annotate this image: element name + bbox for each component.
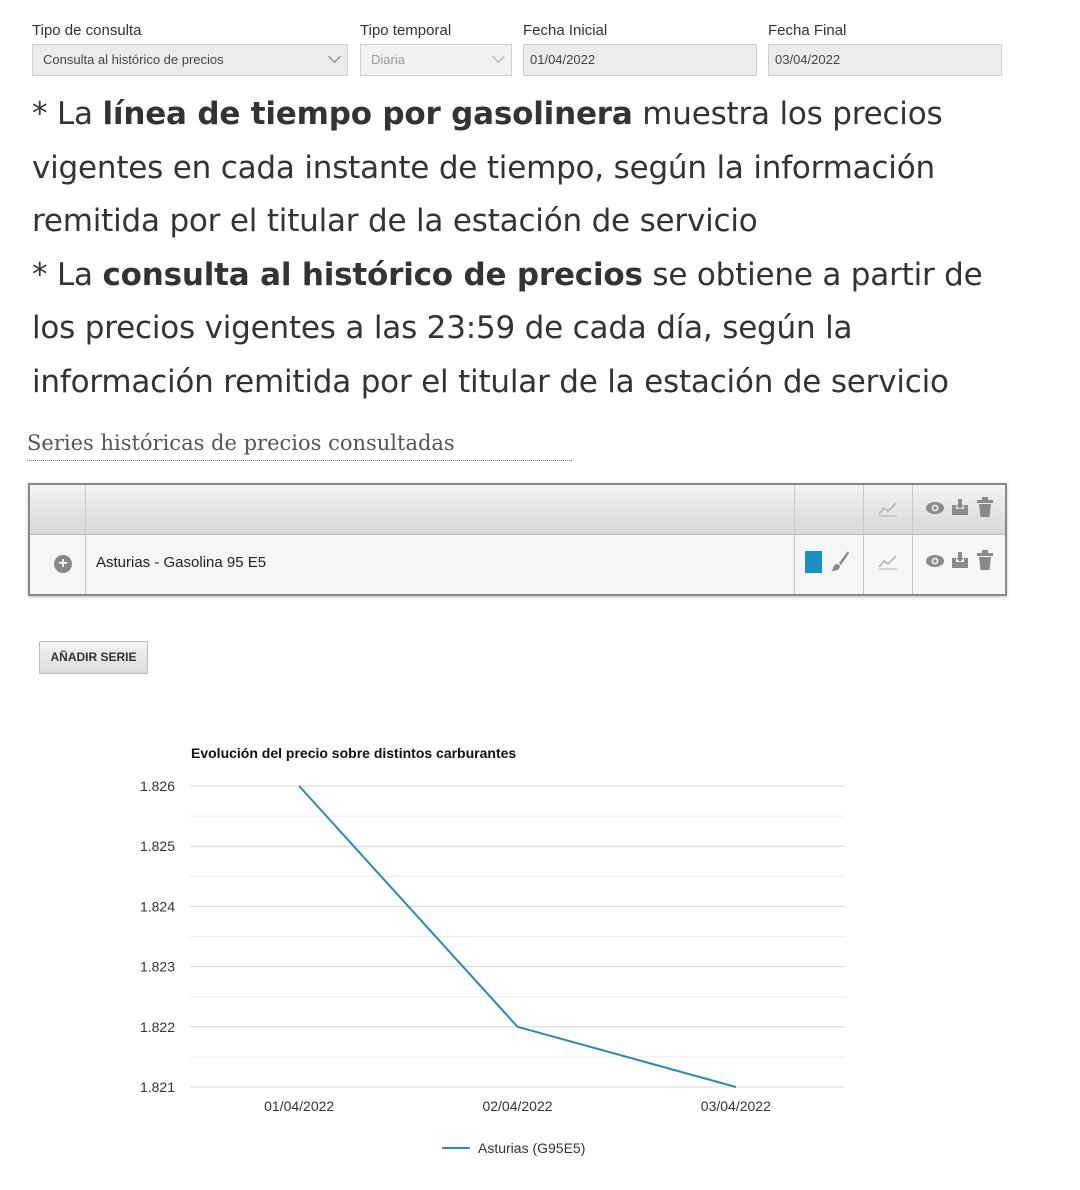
- info-1-bold: línea de tiempo por gasolinera: [102, 96, 633, 132]
- column-divider: [794, 485, 795, 594]
- info-paragraph-2: [32, 249, 1032, 410]
- x-tick-label: 03/04/2022: [700, 1098, 771, 1114]
- tipo-consulta-label: Tipo de consulta: [32, 22, 142, 39]
- column-divider: [85, 485, 86, 594]
- tipo-temporal-value: Diaria: [371, 52, 405, 67]
- series-row-label: Asturias - Gasolina 95 E5: [96, 554, 267, 571]
- chevron-down-icon: [328, 50, 341, 63]
- trash-icon[interactable]: [976, 496, 994, 518]
- tipo-temporal-label: Tipo temporal: [360, 22, 452, 39]
- tipo-consulta-field: [32, 22, 348, 76]
- column-divider: [863, 485, 864, 594]
- legend-label: Asturias (G95E5): [478, 1140, 586, 1156]
- add-series-button[interactable]: AÑADIR SERIE: [39, 641, 148, 674]
- fecha-inicial-input[interactable]: [523, 44, 757, 76]
- series-row: [30, 535, 1005, 594]
- fecha-inicial-field: [523, 22, 757, 76]
- tipo-consulta-value: Consulta al histórico de precios: [43, 52, 224, 67]
- x-tick-label: 01/04/2022: [264, 1098, 335, 1114]
- price-chart: [120, 735, 880, 1175]
- fecha-inicial-value: 01/04/2022: [530, 52, 596, 67]
- series-section-title: Series históricas de precios consultadas: [27, 428, 572, 461]
- save-icon[interactable]: [950, 550, 970, 570]
- fecha-final-value: 03/04/2022: [775, 52, 841, 67]
- chevron-down-icon: [492, 50, 505, 63]
- fecha-final-label: Fecha Final: [768, 22, 847, 39]
- fecha-final-field: [768, 22, 1002, 76]
- y-tick-label: 1.825: [139, 838, 175, 855]
- info-1-prefix: * La: [32, 96, 103, 132]
- y-tick-label: 1.822: [139, 1018, 175, 1035]
- info-2-prefix: * La: [32, 256, 103, 293]
- color-swatch-icon[interactable]: [805, 551, 822, 573]
- eye-icon[interactable]: [925, 552, 945, 570]
- line-chart-icon[interactable]: [878, 500, 898, 523]
- price-chart-svg: [120, 735, 880, 1175]
- filter-bar: [32, 22, 1012, 82]
- save-icon[interactable]: [950, 497, 970, 517]
- y-tick-label: 1.826: [139, 778, 175, 794]
- brush-icon[interactable]: [830, 550, 850, 577]
- info-paragraph-1: [32, 88, 1032, 249]
- tipo-temporal-field: [360, 22, 512, 76]
- fecha-inicial-label: Fecha Inicial: [523, 22, 608, 39]
- y-tick-label: 1.821: [139, 1079, 175, 1095]
- eye-icon[interactable]: [925, 499, 945, 517]
- series-table-header: [30, 485, 1005, 535]
- column-divider: [912, 485, 913, 594]
- plus-circle-icon[interactable]: +: [54, 555, 72, 573]
- tipo-temporal-select[interactable]: [360, 44, 512, 76]
- series-table: [28, 483, 1007, 596]
- y-tick-label: 1.823: [139, 958, 175, 975]
- y-tick-label: 1.824: [139, 898, 175, 915]
- info-2-bold: consulta al histórico de precios: [102, 256, 643, 293]
- trash-icon[interactable]: [976, 549, 994, 571]
- x-tick-label: 02/04/2022: [482, 1098, 553, 1114]
- info-text: [32, 88, 1032, 409]
- tipo-consulta-select[interactable]: [32, 44, 348, 76]
- info-1-rest: muestra los precios vigentes en cada instante de tiempo, según la información remitida por el titular de la estación de servicio: [32, 96, 943, 239]
- line-chart-icon[interactable]: [878, 553, 898, 576]
- info-2-rest: se obtiene a partir de los precios vigentes a las 23:59 de cada día, según la información remitida por el titular de la estación de servicio: [32, 256, 983, 400]
- chart-title: Evolución del precio sobre distintos carburantes: [191, 745, 517, 761]
- fecha-final-input[interactable]: [768, 44, 1002, 76]
